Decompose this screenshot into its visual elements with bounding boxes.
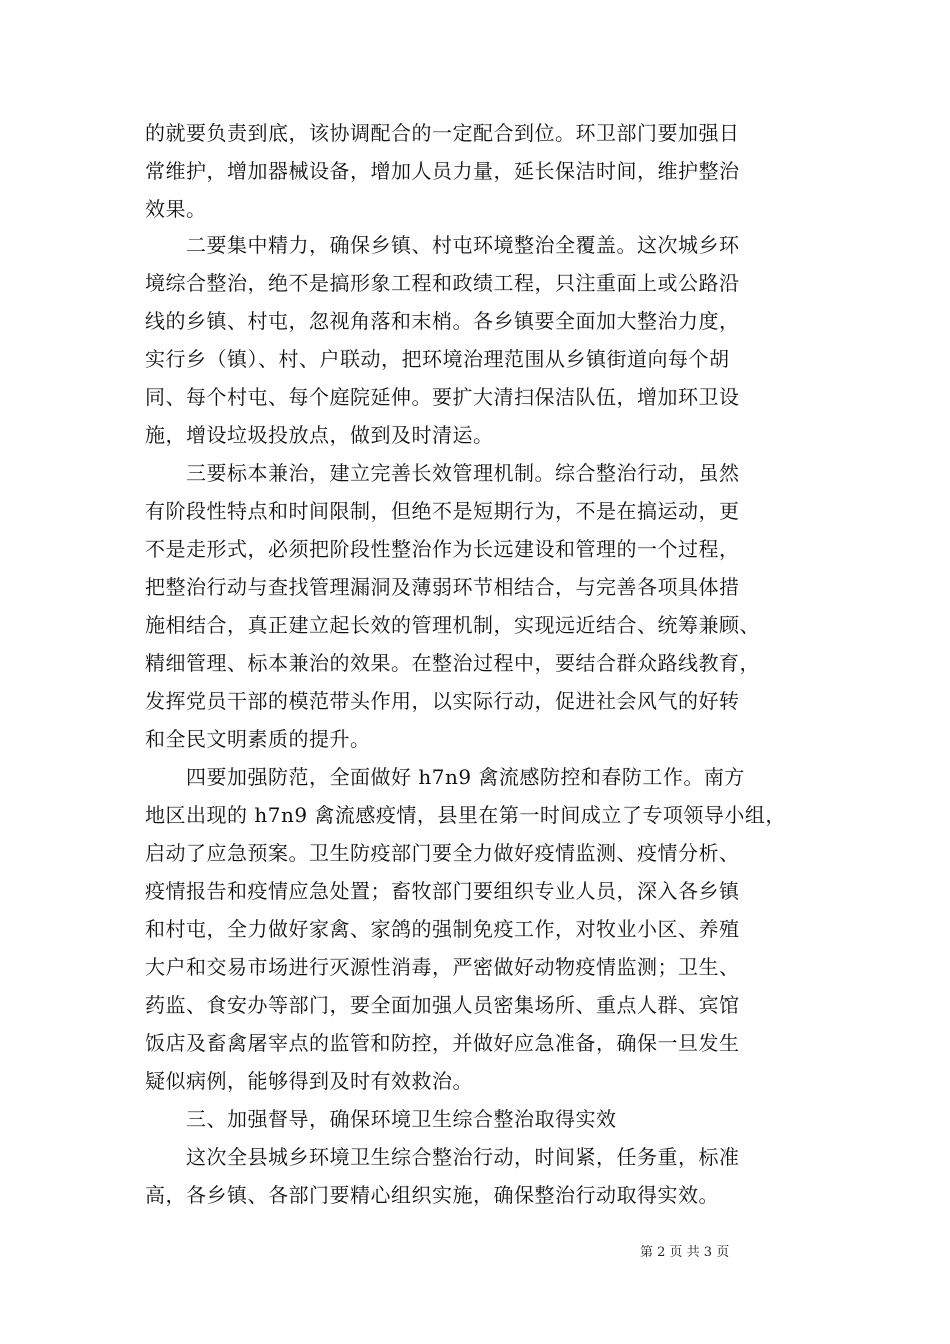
text-line: 二要集中精力，确保乡镇、村屯环境整治全覆盖。这次城乡环 — [145, 233, 740, 257]
text-line: 药监、食安办等部门，要全面加强人员密集场所、重点人群、宾馆 — [145, 993, 740, 1017]
text-line: 地区出现的 h7n9 禽流感疫情，县里在第一时间成立了专项领导小组， — [145, 803, 786, 827]
text-line: 线的乡镇、村屯，忽视角落和末梢。各乡镇要全面加大整治力度， — [145, 309, 740, 333]
text-line: 精细管理、标本兼治的效果。在整治过程中，要结合群众路线教育， — [145, 651, 760, 675]
text-line: 施相结合，真正建立起长效的管理机制，实现远近结合、统筹兼顾、 — [145, 613, 760, 637]
text-line: 三要标本兼治，建立完善长效管理机制。综合整治行动，虽然 — [145, 461, 740, 485]
text-line: 有阶段性特点和时间限制，但绝不是短期行为，不是在搞运动，更 — [145, 499, 740, 523]
text-line: 和村屯，全力做好家禽、家鸽的强制免疫工作，对牧业小区、养殖 — [145, 917, 740, 941]
text-line: 饭店及畜禽屠宰点的监管和防控，并做好应急准备，确保一旦发生 — [145, 1031, 740, 1055]
text-line: 和全民文明素质的提升。 — [145, 727, 371, 751]
text-line: 三、加强督导，确保环境卫生综合整治取得实效 — [145, 1107, 617, 1131]
text-line: 把整治行动与查找管理漏洞及薄弱环节相结合，与完善各项具体措 — [145, 575, 740, 599]
text-line: 疑似病例，能够得到及时有效救治。 — [145, 1069, 473, 1093]
text-line: 四要加强防范，全面做好 h7n9 禽流感防控和春防工作。南方 — [145, 765, 745, 789]
text-line: 的就要负责到底，该协调配合的一定配合到位。环卫部门要加强日 — [145, 121, 740, 145]
text-line: 发挥党员干部的模范带头作用，以实际行动，促进社会风气的好转 — [145, 689, 740, 713]
page-footer: 第 2 页 共 3 页 — [640, 1245, 730, 1260]
text-line: 疫情报告和疫情应急处置；畜牧部门要组织专业人员，深入各乡镇 — [145, 879, 740, 903]
text-line: 启动了应急预案。卫生防疫部门要全力做好疫情监测、疫情分析、 — [145, 841, 740, 865]
text-line: 这次全县城乡环境卫生综合整治行动，时间紧，任务重，标准 — [145, 1145, 740, 1169]
text-line: 高，各乡镇、各部门要精心组织实施，确保整治行动取得实效。 — [145, 1183, 719, 1207]
text-line: 常维护，增加器械设备，增加人员力量，延长保洁时间，维护整治 — [145, 159, 740, 183]
text-line: 大户和交易市场进行灭源性消毒，严密做好动物疫情监测；卫生、 — [145, 955, 740, 979]
text-line: 效果。 — [145, 197, 207, 221]
text-line: 实行乡（镇）、村、户联动，把环境治理范围从乡镇街道向每个胡 — [145, 347, 730, 371]
text-line: 境综合整治，绝不是搞形象工程和政绩工程，只注重面上或公路沿 — [145, 271, 740, 295]
text-line: 施，增设垃圾投放点，做到及时清运。 — [145, 423, 494, 447]
text-line: 同、每个村屯、每个庭院延伸。要扩大清扫保洁队伍，增加环卫设 — [145, 385, 740, 409]
text-line: 不是走形式，必须把阶段性整治作为长远建设和管理的一个过程， — [145, 537, 740, 561]
